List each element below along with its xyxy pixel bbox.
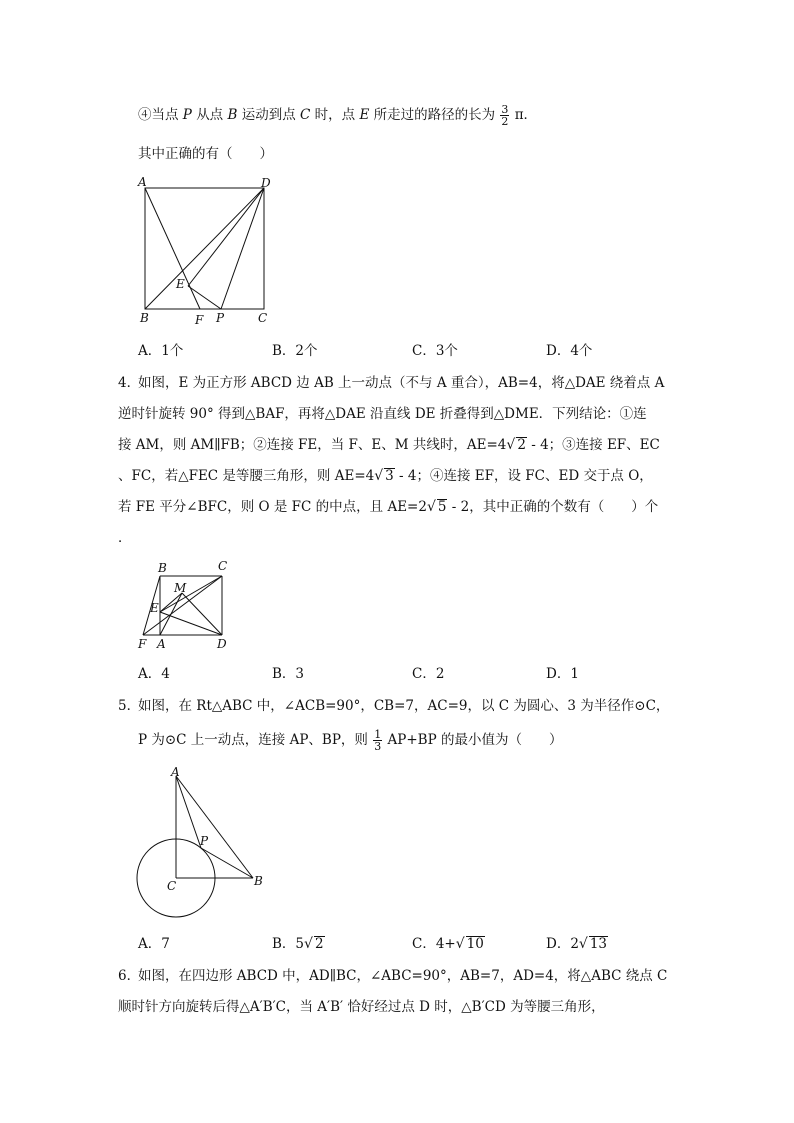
q4-option-a[interactable]: A．4: [138, 666, 170, 682]
segment-md: [182, 593, 222, 635]
label-c: C: [218, 559, 228, 573]
frac-den: 2: [501, 115, 509, 128]
segment-ab: [176, 776, 253, 878]
q3-option-c[interactable]: C．3个: [412, 343, 458, 359]
label-f: F: [195, 313, 204, 326]
q4-line5-text: 若 FE 平分∠BFC，则 O 是 FC 的中点，且 AE=2: [118, 499, 427, 515]
q4-line3-text: 接 AM，则 AM∥FB；②连接 FE，当 F、E、M 共线时，AE=4: [118, 437, 507, 453]
label-m: M: [174, 581, 187, 595]
var-c: C: [300, 107, 311, 123]
q4-line4-text: - 4；④连接 EF，设 FC、ED 交于点 O，: [394, 468, 653, 484]
q3-item4: [138, 104, 537, 127]
segment-ed: [188, 188, 264, 286]
frac-num: 3: [501, 103, 509, 116]
label-b: B: [158, 561, 167, 575]
segment-em: [160, 593, 182, 612]
q3-item4-text: 所走过的路径的长为: [373, 107, 496, 123]
q6-line2: 顺时针方向旋转后得△A′B′C，当 A′B′ 恰好经过点 D 时，△B′CD 为等腰三角形，: [118, 999, 605, 1015]
option-text: D．2: [546, 936, 579, 952]
q3-option-b[interactable]: B．2个: [272, 343, 318, 359]
q4-option-d[interactable]: D．1: [546, 666, 579, 682]
segment-ec: [160, 576, 222, 612]
q5-figure: [134, 766, 274, 922]
label-b: B: [140, 311, 149, 325]
sqrt-symbol: √: [506, 437, 516, 453]
q4-option-b[interactable]: B．3: [272, 666, 305, 682]
q5-line2: [138, 729, 562, 752]
q5-line2-text: AP+BP 的最小值为（ ）: [387, 732, 563, 748]
sqrt-radicand: 10: [466, 936, 484, 952]
fraction-1-3: [373, 729, 382, 752]
label-f: F: [138, 637, 147, 650]
label-b: B: [254, 874, 263, 888]
var-p: P: [182, 107, 192, 123]
sqrt-radicand: 5: [437, 499, 447, 515]
q6-number: 6．: [118, 968, 141, 984]
q6-line1: 如图，在四边形 ABCD 中，AD∥BC，∠ABC=90°，AB=7，AD=4，将△ABC 绕点 C: [138, 968, 668, 984]
q4-line2: 逆时针旋转 90° 得到△BAF，再将△DAE 沿直线 DE 折叠得到△DME．下列结论：①连: [118, 406, 647, 422]
q5-number: 5．: [118, 698, 141, 714]
segment-af: [145, 188, 200, 309]
q4-line4: [118, 466, 653, 486]
q3-figure: [136, 174, 286, 326]
var-b: B: [227, 107, 238, 123]
label-c: C: [167, 879, 177, 893]
q5-option-b[interactable]: [272, 934, 325, 954]
label-a: A: [171, 766, 180, 779]
frac-num: 1: [374, 728, 382, 741]
label-d: D: [261, 176, 271, 190]
sqrt-radicand: 3: [385, 468, 394, 484]
q5-option-d[interactable]: [546, 934, 608, 954]
q5-option-a[interactable]: [138, 934, 170, 954]
sqrt-symbol: √: [455, 936, 465, 952]
sqrt-symbol: √: [578, 936, 588, 952]
option-text: A．7: [138, 936, 170, 952]
segment-bd: [145, 188, 264, 309]
q3-item4-text: 从点: [196, 107, 224, 123]
segment-pb: [201, 848, 253, 878]
label-e: E: [150, 601, 159, 615]
q3-option-d[interactable]: D．4个: [546, 343, 593, 359]
q3-item4-text: 时，点: [314, 107, 356, 123]
q4-line4-text: 、FC，若△FEC 是等腰三角形，则 AE=4: [118, 468, 375, 484]
q4-line3-text: - 4；③连接 EF、EC: [526, 437, 660, 453]
sqrt-radicand: 2: [517, 437, 526, 453]
label-p: P: [200, 834, 209, 848]
segment-ep: [188, 286, 221, 309]
q5-option-c[interactable]: [412, 934, 485, 954]
q4-number: 4．: [118, 375, 141, 391]
q4-line5: [118, 497, 658, 517]
q4-line5-text: - 2，其中正确的个数有（ ）个: [447, 499, 659, 515]
q3-option-a[interactable]: A．1个: [138, 343, 184, 359]
q3-question: 其中正确的有（ ）: [138, 146, 273, 162]
sqrt-symbol: √: [304, 936, 313, 952]
q3-item4-text: ④当点: [138, 107, 179, 123]
var-e: E: [359, 107, 370, 123]
label-a: A: [157, 637, 166, 650]
q4-figure: [136, 556, 236, 650]
option-text: C．4+: [412, 936, 456, 952]
q4-line6: ．: [118, 530, 132, 546]
fraction-3-2: [500, 104, 509, 127]
q3-item4-end: π．: [514, 107, 538, 123]
sqrt-symbol: √: [426, 499, 436, 515]
label-p: P: [216, 311, 225, 325]
q4-line1: 如图，E 为正方形 ABCD 边 AB 上一动点（不与 A 重合），AB=4，将△DAE 绕着点 A: [138, 375, 665, 391]
frac-den: 3: [374, 740, 382, 753]
label-d: D: [217, 637, 227, 650]
label-c: C: [258, 311, 268, 325]
q4-line3: [118, 435, 660, 455]
segment-ap: [176, 776, 201, 848]
q4-option-c[interactable]: C．2: [412, 666, 445, 682]
q5-line1: 如图，在 Rt△ABC 中，∠ACB=90°，CB=7，AC=9，以 C 为圆心、3 为半径作⊙C，: [138, 698, 670, 714]
sqrt-symbol: √: [374, 468, 384, 484]
label-e: E: [176, 277, 185, 291]
label-a: A: [138, 175, 147, 189]
sqrt-radicand: 13: [589, 936, 608, 952]
q3-item4-text: 运动到点: [241, 107, 296, 123]
q5-line2-text: P 为⊙C 上一动点，连接 AP、BP，则: [138, 732, 368, 748]
segment-pd: [221, 188, 264, 309]
sqrt-radicand: 2: [314, 936, 324, 952]
option-text: B．5: [272, 936, 305, 952]
